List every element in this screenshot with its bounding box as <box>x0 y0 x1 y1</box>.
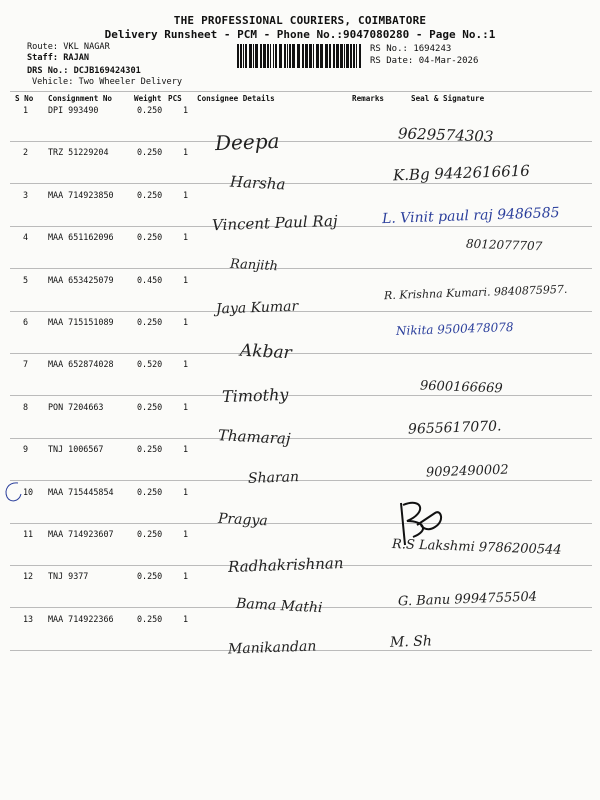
row-divider <box>10 268 592 269</box>
row-pcs: 1 <box>183 486 189 497</box>
handwritten-consignee-name: Akbar <box>239 340 293 364</box>
row-consignment-no: MAA 652874028 <box>48 359 114 370</box>
row-consignment-no: MAA 714922366 <box>48 613 114 624</box>
barcode-bar <box>350 44 352 68</box>
col-consignment: Consignment No <box>48 94 113 103</box>
barcode-bar <box>287 44 288 68</box>
row-pcs: 1 <box>183 274 189 285</box>
row-divider <box>10 395 592 396</box>
runsheet-subtitle: Delivery Runsheet - PCM - Phone No.:9047080280 - Page No.:1 <box>104 28 496 41</box>
barcode-bar <box>279 44 282 68</box>
row-serial: 1 <box>23 105 29 115</box>
handwritten-consignee-name: Pragya <box>217 510 269 530</box>
handwritten-signature: 9629574303 <box>397 124 494 146</box>
barcode-bar <box>353 44 355 68</box>
row-pcs: 1 <box>183 232 189 243</box>
row-pcs: 1 <box>183 189 189 200</box>
row-weight: 0.250 <box>137 444 163 455</box>
handwritten-signature: 9600166669 <box>419 378 503 397</box>
route-label: Route: VKL NAGAR <box>27 42 110 52</box>
handwritten-consignee-name: Sharan <box>247 469 300 487</box>
barcode-bar <box>325 44 328 68</box>
handwritten-consignee-name: Timothy <box>221 384 289 407</box>
barcode-bar <box>249 44 252 68</box>
barcode-bar <box>356 44 357 68</box>
barcode-bar <box>260 44 262 68</box>
barcode-bar <box>270 44 271 68</box>
row-consignment-no: MAA 714923850 <box>48 189 114 200</box>
handwritten-consignee-name: Vincent Paul Raj <box>211 211 338 235</box>
handwritten-signature: K.Bg 9442616616 <box>392 161 531 185</box>
row-weight: 0.250 <box>137 147 163 158</box>
pen-circle-mark <box>3 480 25 506</box>
barcode-bar <box>255 44 258 68</box>
vehicle-label: Vehicle: Two Wheeler Delivery <box>32 77 183 87</box>
row-divider <box>10 353 592 354</box>
barcode-bar <box>267 44 269 68</box>
handwritten-signature: M. Sh <box>389 633 433 651</box>
row-consignment-no: MAA 714923607 <box>48 529 114 539</box>
row-divider <box>10 480 592 481</box>
barcode-bar <box>320 44 323 68</box>
handwritten-signature: G. Banu 9994755504 <box>397 589 538 610</box>
row-serial: 2 <box>23 147 29 158</box>
barcode-bar <box>359 44 361 68</box>
row-serial: 11 <box>23 529 34 539</box>
row-serial: 10 <box>23 486 34 497</box>
row-consignment-no: DPI 993490 <box>48 105 99 115</box>
row-serial: 13 <box>23 613 34 624</box>
barcode-bar <box>284 44 286 68</box>
row-weight: 0.250 <box>137 317 163 327</box>
row-weight: 0.250 <box>137 529 163 539</box>
barcode-bar <box>346 44 349 68</box>
row-consignment-no: TRZ 51229204 <box>48 147 109 158</box>
row-consignment-no: MAA 715151089 <box>48 317 114 327</box>
handwritten-consignee-name: Bama Mathi <box>235 595 323 617</box>
barcode-bar <box>313 44 314 68</box>
row-serial: 3 <box>23 189 29 200</box>
row-consignment-no: MAA 651162096 <box>48 232 114 243</box>
barcode-bar <box>240 44 242 68</box>
row-consignment-no: MAA 653425079 <box>48 274 114 285</box>
seal-scribble <box>395 495 455 555</box>
runsheet-title: THE PROFESSIONAL COURIERS, COIMBATORE <box>173 14 427 27</box>
handwritten-signature: Nikita 9500478078 <box>395 319 514 339</box>
row-pcs: 1 <box>183 317 189 327</box>
barcode-bar <box>289 44 291 68</box>
col-weight: Weight <box>134 94 162 103</box>
row-serial: 4 <box>23 232 29 243</box>
barcode-bar <box>344 44 345 68</box>
barcode-bar <box>340 44 343 68</box>
row-serial: 6 <box>23 317 29 327</box>
barcode-bar <box>243 44 244 68</box>
handwritten-consignee-name: Radhakrishnan <box>227 553 344 577</box>
row-weight: 0.250 <box>137 486 163 497</box>
handwritten-consignee-name: Manikandan <box>227 638 317 658</box>
barcode-bar <box>305 44 308 68</box>
barcode-bar <box>273 44 274 68</box>
handwritten-signature: 9655617070. <box>407 418 502 438</box>
barcode-bar <box>275 44 277 68</box>
row-pcs: 1 <box>183 571 189 582</box>
barcode-bar <box>336 44 339 68</box>
barcode-bar <box>263 44 266 68</box>
row-serial: 8 <box>23 401 29 412</box>
handwritten-signature: R.S Lakshmi 9786200544 <box>391 537 562 558</box>
row-consignment-no: MAA 715445854 <box>48 486 114 497</box>
col-sno: S No <box>15 94 34 103</box>
col-remarks: Remarks <box>352 94 385 103</box>
barcode-bar <box>309 44 312 68</box>
col-seal-signature: Seal & Signature <box>411 94 485 103</box>
row-weight: 0.250 <box>137 189 163 200</box>
row-consignment-no: TNJ 1006567 <box>48 444 104 455</box>
barcode-image <box>237 44 365 68</box>
row-weight: 0.250 <box>137 401 163 412</box>
handwritten-consignee-name: Harsha <box>229 172 286 194</box>
row-weight: 0.250 <box>137 571 163 582</box>
handwritten-consignee-name: Jaya Kumar <box>215 298 299 318</box>
barcode-bar <box>253 44 254 68</box>
row-serial: 7 <box>23 359 29 370</box>
row-weight: 0.250 <box>137 613 163 624</box>
barcode-bar <box>292 44 295 68</box>
barcode-bar <box>245 44 247 68</box>
row-serial: 9 <box>23 444 29 455</box>
col-pcs: PCS <box>168 94 182 103</box>
row-weight: 0.520 <box>137 359 163 370</box>
handwritten-signature: R. Krishna Kumari. 9840875957. <box>383 282 568 303</box>
row-pcs: 1 <box>183 613 189 624</box>
row-pcs: 1 <box>183 105 189 115</box>
row-divider <box>10 183 592 184</box>
handwritten-consignee-name: Deepa <box>214 128 280 156</box>
col-consignee: Consignee Details <box>197 94 275 103</box>
header-top-line <box>10 91 592 92</box>
barcode-bar <box>302 44 304 68</box>
handwritten-consignee-name: Ranjith <box>229 256 279 275</box>
rs-date: RS Date: 04-Mar-2026 <box>370 56 479 66</box>
row-divider <box>10 438 592 439</box>
row-consignment-no: TNJ 9377 <box>48 571 89 582</box>
row-divider <box>10 523 592 524</box>
staff-label: Staff: RAJAN <box>27 53 90 63</box>
barcode-bar <box>329 44 331 68</box>
row-pcs: 1 <box>183 529 189 539</box>
row-divider <box>10 311 592 312</box>
row-pcs: 1 <box>183 444 189 455</box>
barcode-bar <box>333 44 335 68</box>
drs-number: DRS No.: DCJB169424301 <box>27 66 141 76</box>
rs-number: RS No.: 1694243 <box>370 44 452 54</box>
row-divider <box>10 141 592 142</box>
barcode-bar <box>316 44 319 68</box>
row-serial: 12 <box>23 571 34 582</box>
barcode-bar <box>237 44 239 68</box>
row-serial: 5 <box>23 274 29 285</box>
handwritten-consignee-name: Thamaraj <box>217 426 291 448</box>
handwritten-signature: 8012077707 <box>465 236 543 254</box>
handwritten-signature: 9092490002 <box>425 462 509 481</box>
row-consignment-no: PON 7204663 <box>48 401 104 412</box>
row-weight: 0.250 <box>137 232 163 243</box>
row-pcs: 1 <box>183 147 189 158</box>
row-pcs: 1 <box>183 401 189 412</box>
row-weight: 0.250 <box>137 105 163 115</box>
row-pcs: 1 <box>183 359 189 370</box>
handwritten-signature: L. Vinit paul raj 9486585 <box>381 204 560 228</box>
barcode-bar <box>297 44 300 68</box>
row-weight: 0.450 <box>137 274 163 285</box>
